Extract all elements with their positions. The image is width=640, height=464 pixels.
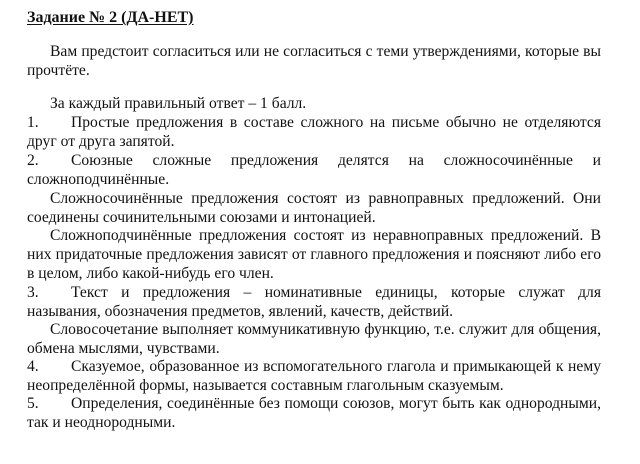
statement-4-text: Сказуемое, образованное из вспомогательного глагола и примыкающей к нему неопределённой формы, называется составным глагольным сказуемым. <box>27 358 601 394</box>
statement-3-extra-1: Словосочетание выполняет коммуникативную функцию, т.е. служит для общения, обмена мыслями, чувствами. <box>27 321 601 357</box>
statement-3-text: Текст и предложения – номинативные единицы, которые служат для называния, обозначения предметов, явлений, качеств, действий. <box>27 284 601 320</box>
statement-2-extra-2: Сложноподчинённые предложения состоят из неравноправных предложений. В них придаточные предложения зависят от главного предложения и поясняют либо его в целом, либо какой-нибудь его член. <box>27 227 601 282</box>
scoring-paragraph: За каждый правильный ответ – 1 балл. <box>50 95 307 112</box>
statement-5-number: 5. <box>27 395 39 412</box>
statement-2-extra-1: Сложносочинённые предложения состоят из равноправных предложений. Они соединены сочинительными союзами и интонацией. <box>27 190 601 226</box>
statement-5 <box>27 394 601 432</box>
statement-2-text: Союзные сложные предложения делятся на сложносочинённые и сложноподчинённые. <box>27 152 601 188</box>
statement-2-number: 2. <box>27 152 39 169</box>
intro-paragraph: Вам предстоит согласиться или не согласиться с теми утверждениями, которые вы прочтёте. <box>27 43 601 79</box>
statement-5-text: Определения, соединённые без помощи союзов, могут быть как однородными, так и неоднородными. <box>27 395 601 431</box>
statement-3 <box>27 283 601 321</box>
statement-1 <box>27 113 601 151</box>
statement-3-number: 3. <box>27 284 39 301</box>
statement-1-number: 1. <box>27 114 39 131</box>
statement-1-text: Простые предложения в составе сложного на письме обычно не отделяются друг от друга запятой. <box>27 114 601 150</box>
statement-4-number: 4. <box>27 358 39 375</box>
task-title: Задание № 2 (ДА-НЕТ) <box>27 9 194 26</box>
statement-4 <box>27 357 601 395</box>
statement-2 <box>27 151 601 189</box>
